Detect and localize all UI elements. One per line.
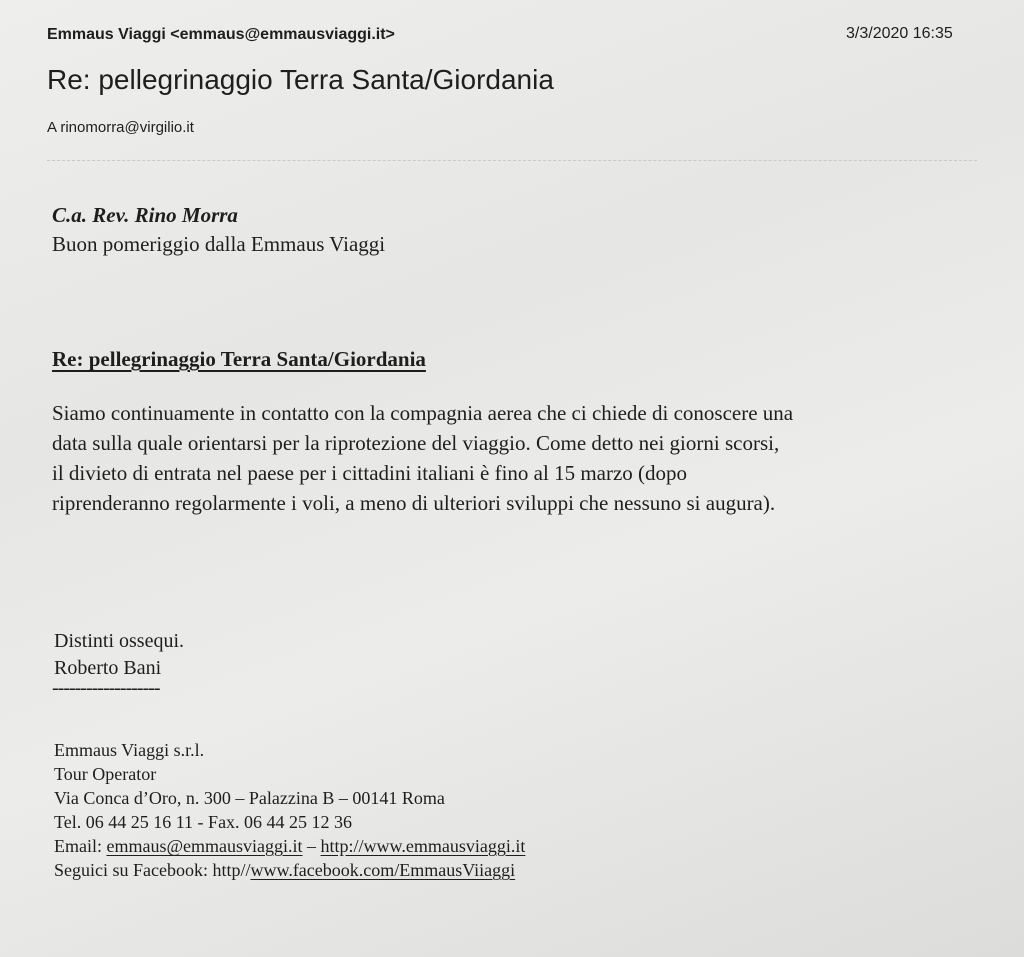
body-line: il divieto di entrata nel paese per i cittadini italiani è fino al 15 marzo (dopo <box>52 461 688 485</box>
footer-social-line <box>54 860 515 881</box>
greeting: Buon pomeriggio dalla Emmaus Viaggi <box>52 232 386 256</box>
email-label: Email: <box>54 836 107 856</box>
footer-phone: Tel. 06 44 25 16 11 - Fax. 06 44 25 12 36 <box>54 812 353 832</box>
body-line: riprenderanno regolarmente i voli, a meno di ulteriori sviluppi che nessuno si augura). <box>52 491 776 515</box>
sender: Emmaus Viaggi <emmaus@emmausviaggi.it> <box>47 26 395 43</box>
footer-address: Via Conca d’Oro, n. 300 – Palazzina B – 00141 Roma <box>54 788 445 808</box>
facebook-link[interactable]: www.facebook.com/EmmausViiaggi <box>250 860 516 880</box>
signature-rule: ------------------- <box>52 677 160 699</box>
body-heading: Re: pellegrinaggio Terra Santa/Giordania <box>52 347 426 371</box>
email-link[interactable]: emmaus@emmausviaggi.it <box>106 836 303 856</box>
email-separator: – <box>302 836 321 856</box>
footer-role: Tour Operator <box>54 764 157 784</box>
body-line: Siamo continuamente in contatto con la compagnia aerea che ci chiede di conoscere una <box>52 401 794 425</box>
sent-date: 3/3/2020 16:35 <box>846 25 953 42</box>
header-divider <box>47 160 977 161</box>
website-link[interactable]: http://www.emmausviaggi.it <box>320 836 526 856</box>
body-line: data sulla quale orientarsi per la riprotezione del viaggio. Come detto nei giorni scorsi, <box>52 431 780 455</box>
footer-email-line <box>54 836 525 857</box>
email-subject: Re: pellegrinaggio Terra Santa/Giordania <box>47 64 554 95</box>
salutation-name: C.a. Rev. Rino Morra <box>52 203 238 227</box>
body-paragraph <box>52 398 992 518</box>
closing: Distinti ossequi. <box>54 630 185 652</box>
recipient: A rinomorra@virgilio.it <box>47 119 194 136</box>
signer-name: Roberto Bani <box>54 657 162 679</box>
social-label: Seguici su Facebook: http// <box>54 860 251 880</box>
footer-company: Emmaus Viaggi s.r.l. <box>54 740 205 760</box>
